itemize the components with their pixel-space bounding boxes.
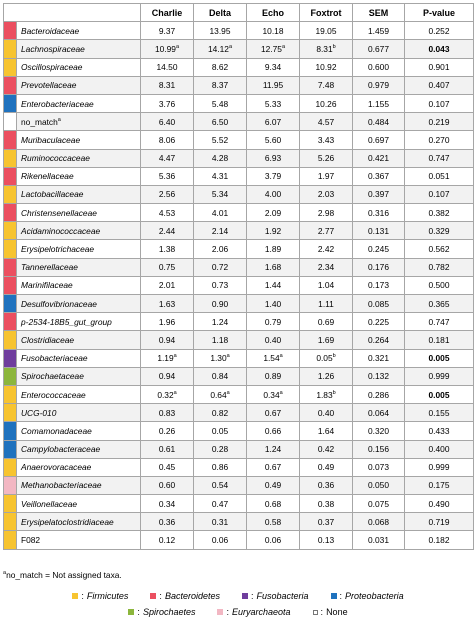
- legend-swatch: [128, 609, 134, 615]
- value-foxtrot: 0.38: [300, 495, 353, 513]
- value-charlie: 0.34: [141, 495, 194, 513]
- legend-label: Spirochaetes: [142, 607, 196, 617]
- taxon-name: Clostridiaceae: [17, 331, 141, 349]
- legend-item: : Spirochaetes: [128, 607, 195, 617]
- value-echo: 0.68: [247, 495, 300, 513]
- value-delta: 4.31: [194, 167, 247, 185]
- legend-item: : Proteobacteria: [331, 591, 404, 601]
- value-echo: 3.79: [247, 167, 300, 185]
- legend-item: : None: [313, 607, 348, 617]
- legend-label: Euryarchaeota: [232, 607, 291, 617]
- value-delta: 0.54: [194, 476, 247, 494]
- phylum-color-swatch: [4, 258, 17, 276]
- value-echo: 1.24: [247, 440, 300, 458]
- legend-swatch: [217, 609, 223, 615]
- value-echo: 0.79: [247, 313, 300, 331]
- table-row: [4, 367, 474, 385]
- table-row: [4, 185, 474, 203]
- taxon-name: no_match$^a$: [17, 113, 141, 131]
- phylum-color-swatch: [4, 276, 17, 294]
- legend-row: [0, 604, 476, 620]
- value-echo: 12.75$^a$: [247, 40, 300, 58]
- phylum-color-swatch: [4, 149, 17, 167]
- value-charlie: 0.60: [141, 476, 194, 494]
- taxon-name: Oscillospiraceae: [17, 58, 141, 76]
- table-row: [4, 458, 474, 476]
- taxon-name: Desulfovibrionaceae: [17, 295, 141, 313]
- phylum-color-swatch: [4, 113, 17, 131]
- value-delta: 2.14: [194, 222, 247, 240]
- value-p: 0.329: [405, 222, 474, 240]
- phylum-color-swatch: [4, 331, 17, 349]
- value-p: 0.175: [405, 476, 474, 494]
- value-charlie: 0.26: [141, 422, 194, 440]
- value-delta: 0.31: [194, 513, 247, 531]
- value-charlie: 0.94: [141, 367, 194, 385]
- value-p: 0.005: [405, 385, 474, 403]
- value-echo: 0.40: [247, 331, 300, 349]
- value-sem: 0.068: [353, 513, 405, 531]
- value-foxtrot: 2.42: [300, 240, 353, 258]
- value-sem: 0.484: [353, 113, 405, 131]
- taxon-name: Enterococcaceae: [17, 385, 141, 403]
- legend-swatch: [242, 593, 248, 599]
- value-charlie: 1.38: [141, 240, 194, 258]
- value-p: 0.005: [405, 349, 474, 367]
- value-sem: 0.176: [353, 258, 405, 276]
- legend-item: : Fusobacteria: [242, 591, 309, 601]
- table-row: [4, 240, 474, 258]
- value-p: 0.719: [405, 513, 474, 531]
- value-delta: 5.34: [194, 185, 247, 203]
- value-foxtrot: 1.97: [300, 167, 353, 185]
- phylum-color-swatch: [4, 94, 17, 112]
- footnote-sup: a: [3, 570, 7, 577]
- value-charlie: 3.76: [141, 94, 194, 112]
- taxon-name: Marinifilaceae: [17, 276, 141, 294]
- value-sem: 0.225: [353, 313, 405, 331]
- value-sem: 0.321: [353, 349, 405, 367]
- value-sem: 0.064: [353, 404, 405, 422]
- value-sem: 0.421: [353, 149, 405, 167]
- value-foxtrot: 7.48: [300, 76, 353, 94]
- phylum-legend: [0, 588, 476, 620]
- table-row: [4, 131, 474, 149]
- taxon-name: Lachnospiraceae: [17, 40, 141, 58]
- value-p: 0.051: [405, 167, 474, 185]
- value-echo: 1.44: [247, 276, 300, 294]
- value-echo: 11.95: [247, 76, 300, 94]
- value-sem: 0.031: [353, 531, 405, 549]
- taxon-name: Veillonellaceae: [17, 495, 141, 513]
- table-row: [4, 276, 474, 294]
- value-echo: 4.00: [247, 185, 300, 203]
- value-echo: 0.58: [247, 513, 300, 531]
- legend-item: : Euryarchaeota: [217, 607, 290, 617]
- phylum-color-swatch: [4, 131, 17, 149]
- table-body: [4, 22, 474, 549]
- value-echo: 1.92: [247, 222, 300, 240]
- legend-item: : Bacteroidetes: [150, 591, 220, 601]
- phylum-color-swatch: [4, 76, 17, 94]
- value-delta: 0.90: [194, 295, 247, 313]
- value-sem: 0.073: [353, 458, 405, 476]
- legend-label: None: [326, 607, 348, 617]
- value-sem: 1.155: [353, 94, 405, 112]
- phylum-color-swatch: [4, 495, 17, 513]
- value-p: 0.382: [405, 204, 474, 222]
- value-echo: 1.68: [247, 258, 300, 276]
- value-p: 0.107: [405, 185, 474, 203]
- value-foxtrot: 0.49: [300, 458, 353, 476]
- taxon-name: F082: [17, 531, 141, 549]
- taxon-name: Erysipelotrichaceae: [17, 240, 141, 258]
- value-sem: 0.245: [353, 240, 405, 258]
- table-row: [4, 58, 474, 76]
- value-p: 0.181: [405, 331, 474, 349]
- taxon-name: UCG-010: [17, 404, 141, 422]
- value-sem: 1.459: [353, 22, 405, 40]
- value-delta: 0.82: [194, 404, 247, 422]
- value-delta: 13.95: [194, 22, 247, 40]
- value-delta: 8.37: [194, 76, 247, 94]
- table-row: [4, 40, 474, 58]
- value-echo: 6.07: [247, 113, 300, 131]
- value-foxtrot: 1.64: [300, 422, 353, 440]
- taxon-name: Campylobacteraceae: [17, 440, 141, 458]
- phylum-color-swatch: [4, 222, 17, 240]
- value-echo: 6.93: [247, 149, 300, 167]
- value-echo: 9.34: [247, 58, 300, 76]
- value-delta: 6.50: [194, 113, 247, 131]
- value-echo: 1.89: [247, 240, 300, 258]
- value-foxtrot: 1.83$^b$: [300, 385, 353, 403]
- phylum-color-swatch: [4, 476, 17, 494]
- value-charlie: 0.12: [141, 531, 194, 549]
- value-delta: 0.84: [194, 367, 247, 385]
- value-charlie: 0.32$^a$: [141, 385, 194, 403]
- value-echo: 1.40: [247, 295, 300, 313]
- value-echo: 5.33: [247, 94, 300, 112]
- phylum-color-swatch: [4, 240, 17, 258]
- value-foxtrot: 1.04: [300, 276, 353, 294]
- legend-label: Fusobacteria: [256, 591, 309, 601]
- value-foxtrot: 0.40: [300, 404, 353, 422]
- phylum-color-swatch: [4, 458, 17, 476]
- value-echo: 0.49: [247, 476, 300, 494]
- value-p: 0.782: [405, 258, 474, 276]
- value-foxtrot: 3.43: [300, 131, 353, 149]
- value-sem: 0.131: [353, 222, 405, 240]
- value-echo: 0.66: [247, 422, 300, 440]
- value-sem: 0.286: [353, 385, 405, 403]
- table-row: [4, 94, 474, 112]
- phylum-color-swatch: [4, 422, 17, 440]
- value-foxtrot: 0.05$^b$: [300, 349, 353, 367]
- value-charlie: 4.47: [141, 149, 194, 167]
- phylum-color-swatch: [4, 440, 17, 458]
- table-row: [4, 76, 474, 94]
- value-foxtrot: 0.42: [300, 440, 353, 458]
- value-foxtrot: 10.26: [300, 94, 353, 112]
- value-charlie: 14.50: [141, 58, 194, 76]
- value-charlie: 8.31: [141, 76, 194, 94]
- phylum-color-swatch: [4, 349, 17, 367]
- value-foxtrot: 2.03: [300, 185, 353, 203]
- legend-label: Firmicutes: [86, 591, 129, 601]
- taxon-name: Comamonadaceae: [17, 422, 141, 440]
- header-delta: Delta: [194, 4, 247, 22]
- value-echo: 10.18: [247, 22, 300, 40]
- value-echo: 0.67: [247, 404, 300, 422]
- legend-swatch: [331, 593, 337, 599]
- value-delta: 0.86: [194, 458, 247, 476]
- value-charlie: 5.36: [141, 167, 194, 185]
- value-p: 0.433: [405, 422, 474, 440]
- value-delta: 0.72: [194, 258, 247, 276]
- value-p: 0.270: [405, 131, 474, 149]
- value-foxtrot: 1.26: [300, 367, 353, 385]
- value-foxtrot: 0.36: [300, 476, 353, 494]
- taxon-name: p-2534-18B5_gut_group: [17, 313, 141, 331]
- value-foxtrot: 2.77: [300, 222, 353, 240]
- value-foxtrot: 0.69: [300, 313, 353, 331]
- table-row: [4, 222, 474, 240]
- table-row: [4, 113, 474, 131]
- phylum-color-swatch: [4, 367, 17, 385]
- header-sem: SEM: [353, 4, 405, 22]
- value-foxtrot: 1.11: [300, 295, 353, 313]
- value-sem: 0.173: [353, 276, 405, 294]
- table-row: [4, 495, 474, 513]
- value-echo: 0.06: [247, 531, 300, 549]
- value-p: 0.365: [405, 295, 474, 313]
- table-row: [4, 295, 474, 313]
- phylum-color-swatch: [4, 404, 17, 422]
- value-p: 0.400: [405, 440, 474, 458]
- taxon-name: Methanobacteriaceae: [17, 476, 141, 494]
- legend-swatch: [72, 593, 78, 599]
- value-foxtrot: 8.31$^b$: [300, 40, 353, 58]
- value-foxtrot: 2.34: [300, 258, 353, 276]
- value-sem: 0.264: [353, 331, 405, 349]
- phylum-color-swatch: [4, 385, 17, 403]
- legend-swatch: [313, 610, 318, 615]
- value-echo: 0.67: [247, 458, 300, 476]
- value-sem: 0.677: [353, 40, 405, 58]
- value-sem: 0.085: [353, 295, 405, 313]
- value-sem: 0.600: [353, 58, 405, 76]
- value-delta: 0.06: [194, 531, 247, 549]
- header-foxtrot: Foxtrot: [300, 4, 353, 22]
- taxon-name: Erysipelatoclostridiaceae: [17, 513, 141, 531]
- phylum-color-swatch: [4, 513, 17, 531]
- table-row: [4, 149, 474, 167]
- value-charlie: 2.01: [141, 276, 194, 294]
- value-sem: 0.050: [353, 476, 405, 494]
- value-delta: 2.06: [194, 240, 247, 258]
- table-row: [4, 513, 474, 531]
- legend-item: : Firmicutes: [72, 591, 128, 601]
- value-charlie: 4.53: [141, 204, 194, 222]
- table-row: [4, 349, 474, 367]
- phylum-color-swatch: [4, 185, 17, 203]
- value-p: 0.999: [405, 458, 474, 476]
- table-row: [4, 422, 474, 440]
- value-sem: 0.156: [353, 440, 405, 458]
- value-charlie: 0.61: [141, 440, 194, 458]
- abundance-table: [3, 3, 474, 550]
- phylum-color-swatch: [4, 167, 17, 185]
- taxon-name: Lactobacillaceae: [17, 185, 141, 203]
- taxon-name: Rikenellaceae: [17, 167, 141, 185]
- table-row: [4, 440, 474, 458]
- header-charlie: Charlie: [141, 4, 194, 22]
- value-foxtrot: 1.69: [300, 331, 353, 349]
- phylum-color-swatch: [4, 204, 17, 222]
- value-charlie: 1.19$^a$: [141, 349, 194, 367]
- taxon-name: Prevotellaceae: [17, 76, 141, 94]
- value-p: 0.562: [405, 240, 474, 258]
- value-echo: 2.09: [247, 204, 300, 222]
- table-row: [4, 331, 474, 349]
- value-sem: 0.979: [353, 76, 405, 94]
- phylum-color-swatch: [4, 22, 17, 40]
- value-charlie: 0.75: [141, 258, 194, 276]
- value-delta: 4.28: [194, 149, 247, 167]
- value-p: 0.182: [405, 531, 474, 549]
- legend-swatch: [150, 593, 156, 599]
- phylum-color-swatch: [4, 295, 17, 313]
- value-sem: 0.075: [353, 495, 405, 513]
- value-charlie: 1.96: [141, 313, 194, 331]
- value-foxtrot: 0.13: [300, 531, 353, 549]
- value-delta: 5.48: [194, 94, 247, 112]
- table-row: [4, 258, 474, 276]
- value-echo: 5.60: [247, 131, 300, 149]
- value-sem: 0.316: [353, 204, 405, 222]
- table-row: [4, 531, 474, 549]
- value-delta: 14.12$^a$: [194, 40, 247, 58]
- value-p: 0.252: [405, 22, 474, 40]
- table-row: [4, 385, 474, 403]
- value-sem: 0.397: [353, 185, 405, 203]
- taxon-name: Muribaculaceae: [17, 131, 141, 149]
- legend-label: Bacteroidetes: [164, 591, 220, 601]
- value-p: 0.107: [405, 94, 474, 112]
- value-p: 0.901: [405, 58, 474, 76]
- value-p: 0.747: [405, 149, 474, 167]
- value-echo: 0.89: [247, 367, 300, 385]
- value-p: 0.407: [405, 76, 474, 94]
- phylum-color-swatch: [4, 58, 17, 76]
- value-delta: 0.64$^a$: [194, 385, 247, 403]
- taxon-name: Spirochaetaceae: [17, 367, 141, 385]
- value-foxtrot: 5.26: [300, 149, 353, 167]
- value-sem: 0.320: [353, 422, 405, 440]
- table-row: [4, 313, 474, 331]
- table-row: [4, 167, 474, 185]
- header-taxon: [4, 4, 141, 22]
- header-p-value: P-value: [405, 4, 474, 22]
- value-p: 0.043: [405, 40, 474, 58]
- taxon-name: Ruminococcaceae: [17, 149, 141, 167]
- value-p: 0.155: [405, 404, 474, 422]
- value-charlie: 6.40: [141, 113, 194, 131]
- phylum-color-swatch: [4, 531, 17, 549]
- value-p: 0.219: [405, 113, 474, 131]
- value-delta: 0.28: [194, 440, 247, 458]
- footnote: [3, 570, 122, 580]
- table-row: [4, 22, 474, 40]
- value-delta: 1.24: [194, 313, 247, 331]
- value-charlie: 8.06: [141, 131, 194, 149]
- value-foxtrot: 10.92: [300, 58, 353, 76]
- value-foxtrot: 0.37: [300, 513, 353, 531]
- table-row: [4, 404, 474, 422]
- value-foxtrot: 19.05: [300, 22, 353, 40]
- value-sem: 0.697: [353, 131, 405, 149]
- value-charlie: 0.94: [141, 331, 194, 349]
- value-sem: 0.367: [353, 167, 405, 185]
- value-delta: 1.18: [194, 331, 247, 349]
- phylum-color-swatch: [4, 40, 17, 58]
- taxon-name: Acidaminococcaceae: [17, 222, 141, 240]
- value-delta: 8.62: [194, 58, 247, 76]
- taxon-name: Enterobacteriaceae: [17, 94, 141, 112]
- value-delta: 5.52: [194, 131, 247, 149]
- value-p: 0.490: [405, 495, 474, 513]
- taxon-name: Fusobacteriaceae: [17, 349, 141, 367]
- value-delta: 0.05: [194, 422, 247, 440]
- value-delta: 0.73: [194, 276, 247, 294]
- value-echo: 0.34$^a$: [247, 385, 300, 403]
- value-charlie: 9.37: [141, 22, 194, 40]
- value-charlie: 0.36: [141, 513, 194, 531]
- value-p: 0.500: [405, 276, 474, 294]
- value-p: 0.999: [405, 367, 474, 385]
- taxon-name: Bacteroidaceae: [17, 22, 141, 40]
- legend-row: [0, 588, 476, 604]
- value-p: 0.747: [405, 313, 474, 331]
- value-foxtrot: 2.98: [300, 204, 353, 222]
- value-charlie: 10.99$^a$: [141, 40, 194, 58]
- header-echo: Echo: [247, 4, 300, 22]
- header-row: [4, 4, 474, 22]
- value-charlie: 2.44: [141, 222, 194, 240]
- table-row: [4, 476, 474, 494]
- table-row: [4, 204, 474, 222]
- value-delta: 1.30$^a$: [194, 349, 247, 367]
- legend-label: Proteobacteria: [345, 591, 404, 601]
- value-charlie: 2.56: [141, 185, 194, 203]
- taxon-name: Christensenellaceae: [17, 204, 141, 222]
- taxon-name: Tannerellaceae: [17, 258, 141, 276]
- value-charlie: 0.45: [141, 458, 194, 476]
- value-charlie: 0.83: [141, 404, 194, 422]
- value-sem: 0.132: [353, 367, 405, 385]
- value-foxtrot: 4.57: [300, 113, 353, 131]
- value-delta: 4.01: [194, 204, 247, 222]
- value-delta: 0.47: [194, 495, 247, 513]
- footnote-text: no_match = Not assigned taxa.: [6, 570, 122, 580]
- value-charlie: 1.63: [141, 295, 194, 313]
- taxon-name: Anaerovoracaceae: [17, 458, 141, 476]
- value-echo: 1.54$^a$: [247, 349, 300, 367]
- phylum-color-swatch: [4, 313, 17, 331]
